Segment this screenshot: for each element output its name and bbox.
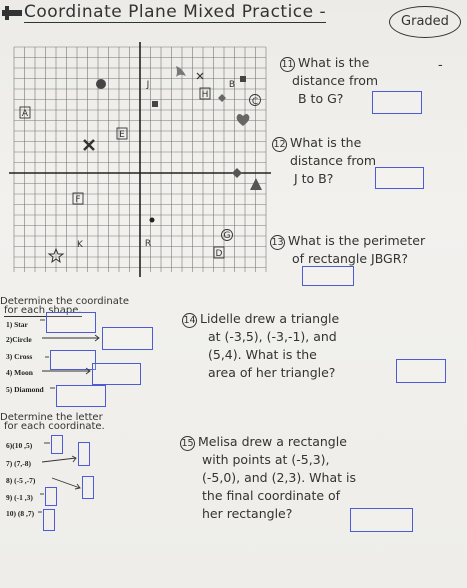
label-R: R — [144, 239, 152, 249]
coord-item-7: 7) (7,-8) — [6, 459, 31, 468]
question-14: 14 Lidelle drew a triangle at (-3,5), (-3,-1), and (5,4). What is the area of her triangle? — [183, 311, 340, 380]
label-D: D — [215, 249, 223, 259]
question-number: 11 — [281, 59, 294, 70]
arrows-shapes — [0, 310, 160, 400]
question-13: 13 What is the perimeter of rectangle JBGR? — [271, 233, 426, 266]
worksheet-title: Coordinate Plane Mixed Practice - — [24, 2, 327, 22]
shape-item-cross: 3) Cross — [6, 352, 33, 361]
circle-shape — [96, 79, 106, 89]
heart-shape — [237, 114, 250, 126]
question-12: 12 What is the distance from J to B? — [273, 135, 377, 186]
label-G: G — [223, 231, 231, 241]
square-shape — [152, 101, 158, 107]
label-K: K — [77, 240, 83, 250]
label-B: B — [228, 80, 236, 90]
moon-shape — [176, 66, 186, 77]
answer-box-13[interactable] — [302, 266, 354, 286]
answer-box-14[interactable] — [396, 359, 446, 383]
diamond-shape-2 — [218, 94, 226, 102]
label-F: F — [75, 195, 81, 205]
coord-item-8: 8) (-5 ,-7) — [6, 476, 36, 485]
label-E: E — [119, 130, 125, 140]
instructions-letters: Determine the letter for each coordinate. — [0, 412, 105, 432]
logo-icon — [2, 6, 22, 20]
triangle-shape — [250, 178, 262, 190]
shape-item-star: 1) Star — [6, 320, 28, 329]
coordinate-plane — [0, 40, 275, 290]
label-H: H — [201, 90, 209, 100]
question-11: 11 What is the distance from B to G? — [281, 55, 379, 106]
label-A: A — [21, 109, 29, 119]
coord-item-10: 10) (8 ,7) — [6, 509, 35, 518]
square-shape-2 — [240, 76, 246, 82]
question-15: 15 Melisa drew a rectangle with points at (-5,3), (-5,0), and (2,3). What is the final coordinate of her rectangle? — [181, 434, 356, 521]
coord-item-6: 6)(10 ,5) — [6, 441, 33, 450]
graded-badge: Graded — [389, 6, 461, 38]
arrows-letters — [0, 430, 100, 530]
label-C: C — [251, 97, 259, 107]
answer-box-15[interactable] — [350, 508, 413, 532]
answer-box-11[interactable] — [372, 91, 422, 114]
x-mark — [197, 73, 203, 79]
label-J: J — [146, 80, 150, 90]
dot-shape — [150, 218, 155, 223]
diamond-shape — [232, 168, 242, 178]
instructions-shapes: Determine the coordinate for each shape. — [0, 296, 129, 316]
question-11-dash: - — [438, 58, 443, 73]
shape-item-moon: 4) Moon — [6, 368, 33, 377]
shape-item-diamond: 5) Diamond — [6, 385, 44, 394]
answer-box-12[interactable] — [375, 167, 424, 189]
coord-item-9: 9) (-1 ,3) — [6, 493, 33, 502]
shape-item-circle: 2)Circle — [6, 335, 32, 344]
